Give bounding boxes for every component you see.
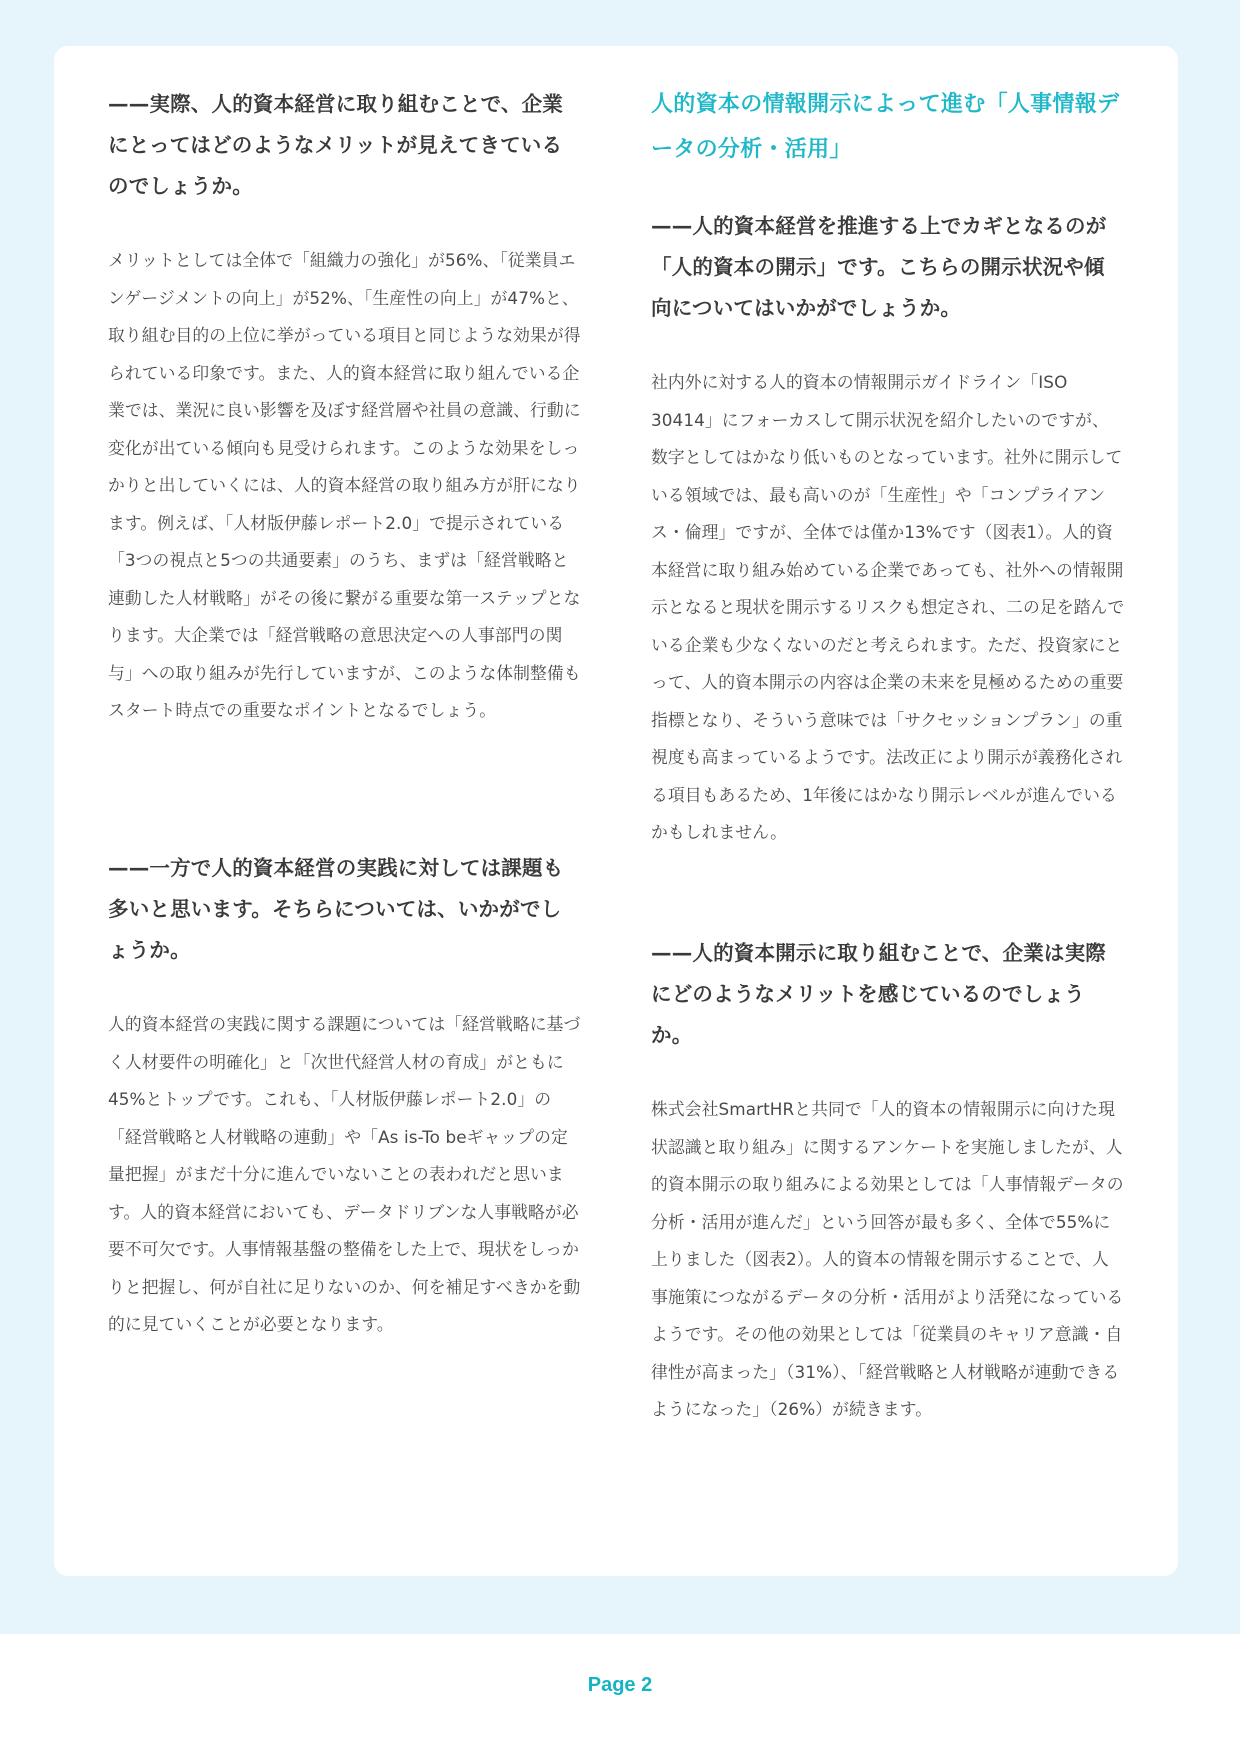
interview-question-1: ——実際、人的資本経営に取り組むことで、企業にとってはどのようなメリットが見えてきているのでしょうか。 [108, 92, 563, 198]
page-number: Page 2 [587, 1674, 653, 1696]
section-heading: 人的資本の情報開示によって進む「人事情報データの分析・活用」 [651, 92, 1120, 162]
answer-paragraph-2: 人的資本経営の実践に関する課題については「経営戦略に基づく人材要件の明確化」と「次世代経営人材の育成」がともに45%とトップです。これも、「人材版伊藤レポート2.0」の「経営戦略と人材戦略の連動」や「As is-To beギャップの定量把握」がまだ十分に進んでいないことの表われだと思います。人的資本経営においても、データドリブンな人事戦略が必要不可欠です。人事情報基盤の整備をした上で、現状をしっかりと把握し、何が自社に足りないのか、何を補足すべきかを動的に見ていくことが必要となります。 [108, 1014, 581, 1334]
interview-question-3: ——人的資本経営を推進する上でカギとなるのが「人的資本の開示」です。こちらの開示状況や傾向についてはいかがでしょうか。 [651, 214, 1107, 320]
answer-paragraph-3: 社内外に対する人的資本の情報開示ガイドライン「ISO 30414」にフォーカスして開示状況を紹介したいのですが、数字としてはかなり低いものとなっています。社外に開示している領域では、最も高いのが「生産性」や「コンプライアンス・倫理」ですが、全体では僅か13%です（図表1）。人的資本経営に取り組み始めている企業であっても、社外への情報開示となると現状を開示するリスクも想定され、二の足を踏んでいる企業も少なくないのだと考えられます。ただ、投資家にとって、人的資本開示の内容は企業の未来を見極めるための重要指標となり、そういう意味では「サクセッションプラン」の重視度も高まっているようです。法改正により開示が義務化される項目もあるため、1年後にはかなり開示レベルが進んでいるかもしれません。 [651, 372, 1125, 842]
content-card [54, 46, 1178, 1576]
interview-question-2: ——一方で人的資本経営の実践に対しては課題も多いと思います。そちらについては、いかがでしょうか。 [108, 856, 564, 962]
interview-question-4: ——人的資本開示に取り組むことで、企業は実際にどのようなメリットを感じているのでしょうか。 [651, 941, 1106, 1047]
answer-paragraph-1: メリットとしては全体で「組織力の強化」が56%、「従業員エンゲージメントの向上」が52%、「生産性の向上」が47%と、取り組む目的の上位に挙がっている項目と同じような効果が得られている印象です。また、人的資本経営に取り組んでいる企業では、業況に良い影響を及ぼす経営層や社員の意識、行動に変化が出ている傾向も見受けられます。このような効果をしっかりと出していくには、人的資本経営の取り組み方が肝になります。例えば、「人材版伊藤レポート2.0」で提示されている「3つの視点と5つの共通要素」のうち、まずは「経営戦略と連動した人材戦略」がその後に繋がる重要な第一ステップとなります。大企業では「経営戦略の意思決定への人事部門の関与」への取り組みが先行していますが、このような体制整備もスタート時点での重要なポイントとなるでしょう。 [108, 250, 581, 720]
answer-paragraph-4: 株式会社SmartHRと共同で「人的資本の情報開示に向けた現状認識と取り組み」に関するアンケートを実施しましたが、人的資本開示の取り組みによる効果としては「人事情報データの分析・活用が進んだ」という回答が最も多く、全体で55%に上りました（図表2）。人的資本の情報を開示することで、人事施策につながるデータの分析・活用がより活発になっているようです。その他の効果としては「従業員のキャリア意識・自律性が高まった」（31%）、「経営戦略と人材戦略が連動できるようになった」（26%）が続きます。 [651, 1099, 1124, 1419]
